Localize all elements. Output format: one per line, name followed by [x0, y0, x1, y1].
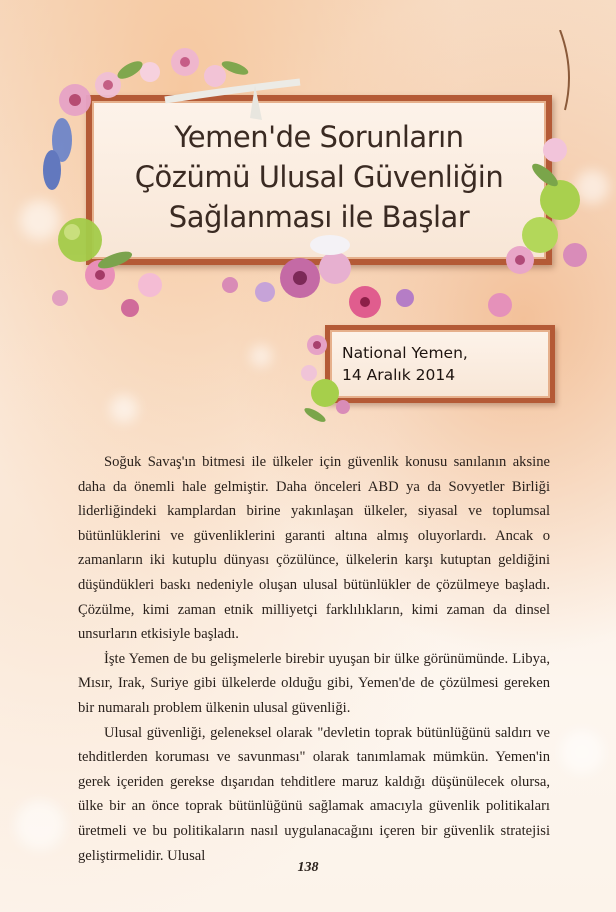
page-number: 138 — [297, 860, 319, 875]
paragraph-3: Ulusal güvenliği, geleneksel olarak "devletin toprak bütünlüğünü saldırı ve tehditlerden koruması ve savunması" olarak tanımlamak mümkün. Yemen'in gerek içeriden gerekse dışarıdan tehditlere maruz kaldığı düşünülecek olursa, ülke bir an önce toprak bütünlüğünü sağlamak amacıyla güvenlik politikaları üretmeli ve bu politikaların nasıl uygulanacağını içeren bir güvenlik stratejisi geliştirmelidir. Ulusal — [78, 724, 550, 864]
source-date: 14 Aralık 2014 — [342, 366, 456, 384]
title-line-2: Çözümü Ulusal Güvenliğin — [134, 160, 504, 194]
title-line-1: Yemen'de Sorunların — [174, 120, 464, 154]
title-line-3: Sağlanması ile Başlar — [168, 200, 470, 234]
flower-source-decoration — [295, 315, 375, 435]
bokeh-light — [15, 800, 65, 850]
article-body — [78, 450, 550, 868]
bokeh-light — [110, 395, 138, 423]
bokeh-light — [250, 345, 272, 367]
source-name: National Yemen, — [342, 344, 468, 362]
paragraph-1: Soğuk Savaş'ın bitmesi ile ülkeler için güvenlik konusu sanılanın aksine daha da önemli hale gelmiştir. Daha önceleri ABD ya da Sovyetler Birliği liderliğindeki kamplardan birine yakınlaşan ülkeler, siyasal ve toplumsal bütünlüklerini ve güvenliklerini garanti altına almış oluyorlardı. Ancak o zamanların iki kutuplu dünyası çözülünce, ülkelerin karşı kutuptan geldiğini düşündükleri baskı nedeniyle oluşan ulusal bütünlükler de çözülmeye başladı. Çözülme, kimi zaman etnik milliyetçi farklılıkların, kimi zaman da dinsel unsurların etkisiyle başladı. — [78, 454, 550, 643]
flower-wreath-decoration — [0, 30, 616, 330]
bokeh-light — [560, 730, 604, 774]
paragraph-2: İşte Yemen de bu gelişmelerle birebir uyuşan bir ülke görünümünde. Libya, Mısır, Irak, Suriye gibi ülkelerde olduğu gibi, Yemen'de de çözülmesi gereken bir numaralı problem ülkenin ulusal güvenliği. — [78, 650, 550, 716]
